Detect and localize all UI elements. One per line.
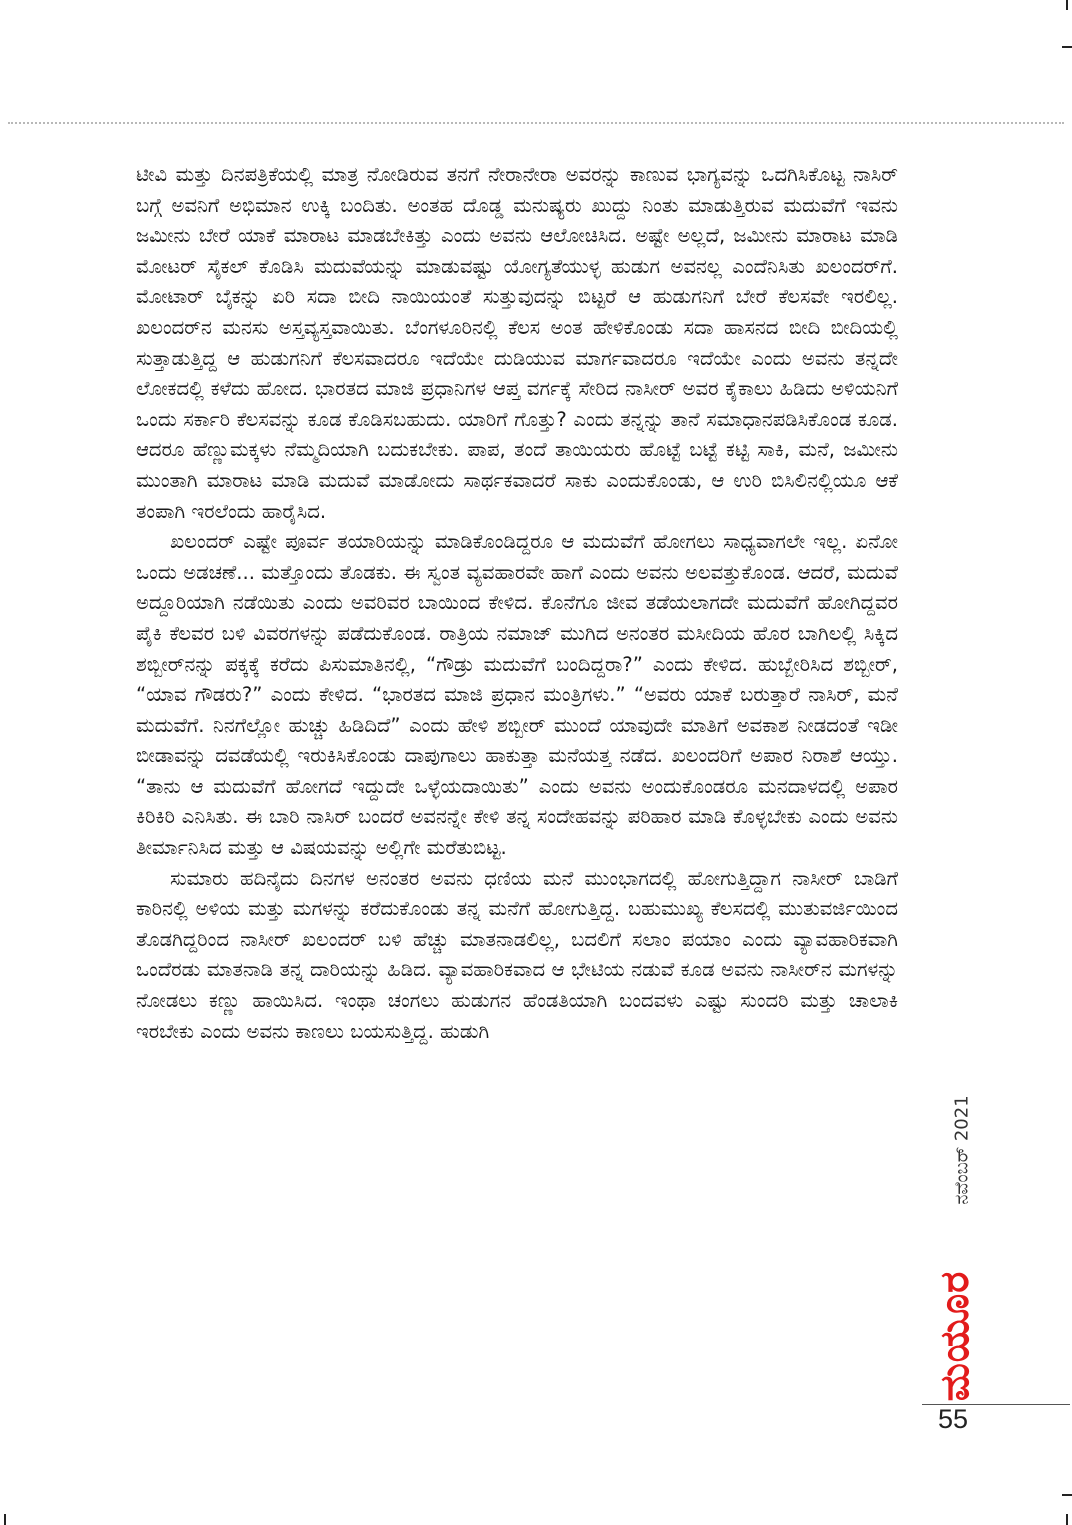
paragraph-1: ಟೀವಿ ಮತ್ತು ದಿನಪತ್ರಿಕೆಯಲ್ಲಿ ಮಾತ್ರ ನೋಡಿರುವ ತನಗೆ ನೇರಾನೇರಾ ಅವರನ್ನು ಕಾಣುವ ಭಾಗ್ಯವನ್ನು ಒದಗಿಸಿಕೊಟ್ಟ ನಾಸಿರ್ ಬಗ್ಗೆ ಅವನಿಗೆ ಅಭಿಮಾನ ಉಕ್ಕಿ ಬಂದಿತು. ಅಂತಹ ದೊಡ್ಡ ಮನುಷ್ಯರು ಖುದ್ದು ನಿಂತು ಮಾಡುತ್ತಿರುವ ಮದುವೆಗೆ ಇವನು ಜಮೀನು ಬೇರೆ ಯಾಕೆ ಮಾರಾಟ ಮಾಡಬೇಕಿತ್ತು ಎಂದು ಅವನು ಆಲೋಚಿಸಿದ. ಅಷ್ಟೇ ಅಲ್ಲದೆ, ಜಮೀನು ಮಾರಾಟ ಮಾಡಿ ಮೋಟರ್ ಸೈಕಲ್ ಕೊಡಿಸಿ ಮದುವೆಯನ್ನು ಮಾಡುವಷ್ಟು ಯೋಗ್ಯತೆಯುಳ್ಳ ಹುಡುಗ ಅವನಲ್ಲ ಎಂದೆನಿಸಿತು ಖಲಂದರ್‌ಗೆ. ಮೋಟಾರ್ ಬೈಕನ್ನು ಏರಿ ಸದಾ ಬೀದಿ ನಾಯಿಯಂತೆ ಸುತ್ತುವುದನ್ನು ಬಿಟ್ಟರೆ ಆ ಹುಡುಗನಿಗೆ ಬೇರೆ ಕೆಲಸವೇ ಇರಲಿಲ್ಲ. ಖಲಂದರ್‌ನ ಮನಸು ಅಸ್ತವ್ಯಸ್ತವಾಯಿತು. ಬೆಂಗಳೂರಿನಲ್ಲಿ ಕೆಲಸ ಅಂತ ಹೇಳಿಕೊಂಡು ಸದಾ ಹಾಸನದ ಬೀದಿ ಬೀದಿಯಲ್ಲಿ ಸುತ್ತಾಡುತ್ತಿದ್ದ ಆ ಹುಡುಗನಿಗೆ ಕೆಲಸವಾದರೂ ಇದೆಯೇ ದುಡಿಯುವ ಮಾರ್ಗವಾದರೂ ಇದೆಯೇ ಎಂದು ಅವನು ತನ್ನದೇ ಲೋಕದಲ್ಲಿ ಕಳೆದು ಹೋದ. ಭಾರತದ ಮಾಜಿ ಪ್ರಧಾನಿಗಳ ಆಪ್ತ ವರ್ಗಕ್ಕೆ ಸೇರಿದ ನಾಸೀರ್ ಅವರ ಕೈಕಾಲು ಹಿಡಿದು ಅಳಿಯನಿಗೆ ಒಂದು ಸರ್ಕಾರಿ ಕೆಲಸವನ್ನು ಕೂಡ ಕೊಡಿಸಬಹುದು. ಯಾರಿಗೆ ಗೊತ್ತು? ಎಂದು ತನ್ನನ್ನು ತಾನೆ ಸಮಾಧಾನಪಡಿಸಿಕೊಂಡ ಕೂಡ. ಆದರೂ ಹೆಣ್ಣುಮಕ್ಕಳು ನೆಮ್ಮದಿಯಾಗಿ ಬದುಕಬೇಕು. ಪಾಪ, ತಂದೆ ತಾಯಿಯರು ಹೊಟ್ಟೆ ಬಟ್ಟೆ ಕಟ್ಟಿ ಸಾಕಿ, ಮನೆ, ಜಮೀನು ಮುಂತಾಗಿ ಮಾರಾಟ ಮಾಡಿ ಮದುವೆ ಮಾಡೋದು ಸಾರ್ಥಕವಾದರೆ ಸಾಕು ಎಂದುಕೊಂಡು, ಆ ಉರಿ ಬಿಸಿಲಿನಲ್ಲಿಯೂ ಆಕೆ ತಂಪಾಗಿ ಇರಲೆಂದು ಹಾರೈಸಿದ.	[136, 163, 898, 523]
magazine-logo: ಮಯೂರ	[932, 1270, 978, 1402]
article-body	[136, 160, 898, 1047]
crop-mark-bottom-left	[4, 1514, 6, 1525]
crop-mark-bottom-right-side	[1062, 1494, 1072, 1496]
paragraph-3: ಸುಮಾರು ಹದಿನೈದು ದಿನಗಳ ಅನಂತರ ಅವನು ಧಣಿಯ ಮನೆ ಮುಂಭಾಗದಲ್ಲಿ ಹೋಗುತ್ತಿದ್ದಾಗ ನಾಸೀರ್ ಬಾಡಿಗೆ ಕಾರಿನಲ್ಲಿ ಅಳಿಯ ಮತ್ತು ಮಗಳನ್ನು ಕರೆದುಕೊಂಡು ತನ್ನ ಮನೆಗೆ ಹೋಗುತ್ತಿದ್ದ. ಬಹುಮುಖ್ಯ ಕೆಲಸದಲ್ಲಿ ಮುತುವರ್ಜಿಯಿಂದ ತೊಡಗಿದ್ದರಿಂದ ನಾಸೀರ್ ಖಲಂದರ್ ಬಳಿ ಹೆಚ್ಚು ಮಾತನಾಡಲಿಲ್ಲ, ಬದಲಿಗೆ ಸಲಾಂ ಪಯಾಂ ಎಂದು ವ್ಯಾವಹಾರಿಕವಾಗಿ ಒಂದೆರಡು ಮಾತನಾಡಿ ತನ್ನ ದಾರಿಯನ್ನು ಹಿಡಿದ. ವ್ಯಾವಹಾರಿಕವಾದ ಆ ಭೇಟಿಯ ನಡುವೆ ಕೂಡ ಅವನು ನಾಸೀರ್‌ನ ಮಗಳನ್ನು ನೋಡಲು ಕಣ್ಣು ಹಾಯಿಸಿದ. ಇಂಥಾ ಚಂಗಲು ಹುಡುಗನ ಹೆಂಡತಿಯಾಗಿ ಬಂದವಳು ಎಷ್ಟು ಸುಂದರಿ ಮತ್ತು ಚಾಲಾಕಿ ಇರಬೇಕು ಎಂದು ಅವನು ಕಾಣಲು ಬಯಸುತ್ತಿದ್ದ. ಹುಡುಗಿ	[136, 866, 898, 1043]
page-number: 55	[938, 1404, 969, 1434]
dotted-header-rule	[8, 122, 1064, 124]
crop-mark-top-right-side	[1062, 46, 1072, 48]
issue-date: ನವೆಂಬರ್ 2021	[951, 1095, 973, 1205]
crop-mark-top-right	[1066, 0, 1068, 10]
crop-mark-bottom-right	[1066, 1514, 1068, 1525]
paragraph-2: ಖಲಂದರ್ ಎಷ್ಟೇ ಪೂರ್ವ ತಯಾರಿಯನ್ನು ಮಾಡಿಕೊಂಡಿದ್ದರೂ ಆ ಮದುವೆಗೆ ಹೋಗಲು ಸಾಧ್ಯವಾಗಲೇ ಇಲ್ಲ. ಏನೋ ಒಂದು ಅಡಚಣೆ... ಮತ್ತೊಂದು ತೊಡಕು. ಈ ಸ್ವಂತ ವ್ಯವಹಾರವೇ ಹಾಗೆ ಎಂದು ಅವನು ಅಲವತ್ತುಕೊಂಡ. ಆದರೆ, ಮದುವೆ ಅದ್ದೂರಿಯಾಗಿ ನಡೆಯಿತು ಎಂದು ಅವರಿವರ ಬಾಯಿಂದ ಕೇಳಿದ. ಕೊನೆಗೂ ಜೀವ ತಡೆಯಲಾಗದೇ ಮದುವೆಗೆ ಹೋಗಿದ್ದವರ ಪೈಕಿ ಕೆಲವರ ಬಳಿ ವಿವರಗಳನ್ನು ಪಡೆದುಕೊಂಡ. ರಾತ್ರಿಯ ನಮಾಜ್ ಮುಗಿದ ಅನಂತರ ಮಸೀದಿಯ ಹೊರ ಬಾಗಿಲಲ್ಲಿ ಸಿಕ್ಕಿದ ಶಬ್ಬೀರ್‌ನನ್ನು ಪಕ್ಕಕ್ಕೆ ಕರೆದು ಪಿಸುಮಾತಿನಲ್ಲಿ, “ಗೌಡ್ರು ಮದುವೆಗೆ ಬಂದಿದ್ದರಾ?” ಎಂದು ಕೇಳಿದ. ಹುಬ್ಬೇರಿಸಿದ ಶಬ್ಬೀರ್, “ಯಾವ ಗೌಡರು?” ಎಂದು ಕೇಳಿದ. “ಭಾರತದ ಮಾಜಿ ಪ್ರಧಾನ ಮಂತ್ರಿಗಳು.” “ಅವರು ಯಾಕೆ ಬರುತ್ತಾರೆ ನಾಸಿರ್, ಮನೆ ಮದುವೆಗೆ. ನಿನಗೆಲ್ಲೋ ಹುಚ್ಚು ಹಿಡಿದಿದೆ” ಎಂದು ಹೇಳಿ ಶಬ್ಬೀರ್ ಮುಂದೆ ಯಾವುದೇ ಮಾತಿಗೆ ಅವಕಾಶ ನೀಡದಂತೆ ಇಡೀ ಬೀಡಾವನ್ನು ದವಡೆಯಲ್ಲಿ ಇರುಕಿಸಿಕೊಂಡು ದಾಪುಗಾಲು ಹಾಕುತ್ತಾ ಮನೆಯತ್ತ ನಡೆದ. ಖಲಂದರಿಗೆ ಅಪಾರ ನಿರಾಶೆ ಆಯ್ತು. “ತಾನು ಆ ಮದುವೆಗೆ ಹೋಗದೆ ಇದ್ದುದೇ ಒಳ್ಳೆಯದಾಯಿತು” ಎಂದು ಅವನು ಅಂದುಕೊಂಡರೂ ಮನದಾಳದಲ್ಲಿ ಅಪಾರ ಕಿರಿಕಿರಿ ಎನಿಸಿತು. ಈ ಬಾರಿ ನಾಸಿರ್ ಬಂದರೆ ಅವನನ್ನೇ ಕೇಳಿ ತನ್ನ ಸಂದೇಹವನ್ನು ಪರಿಹಾರ ಮಾಡಿ ಕೊಳ್ಳಬೇಕು ಎಂದು ಅವನು ತೀರ್ಮಾನಿಸಿದ ಮತ್ತು ಆ ವಿಷಯವನ್ನು ಅಲ್ಲಿಗೇ ಮರೆತುಬಿಟ್ಟ.	[136, 530, 898, 860]
